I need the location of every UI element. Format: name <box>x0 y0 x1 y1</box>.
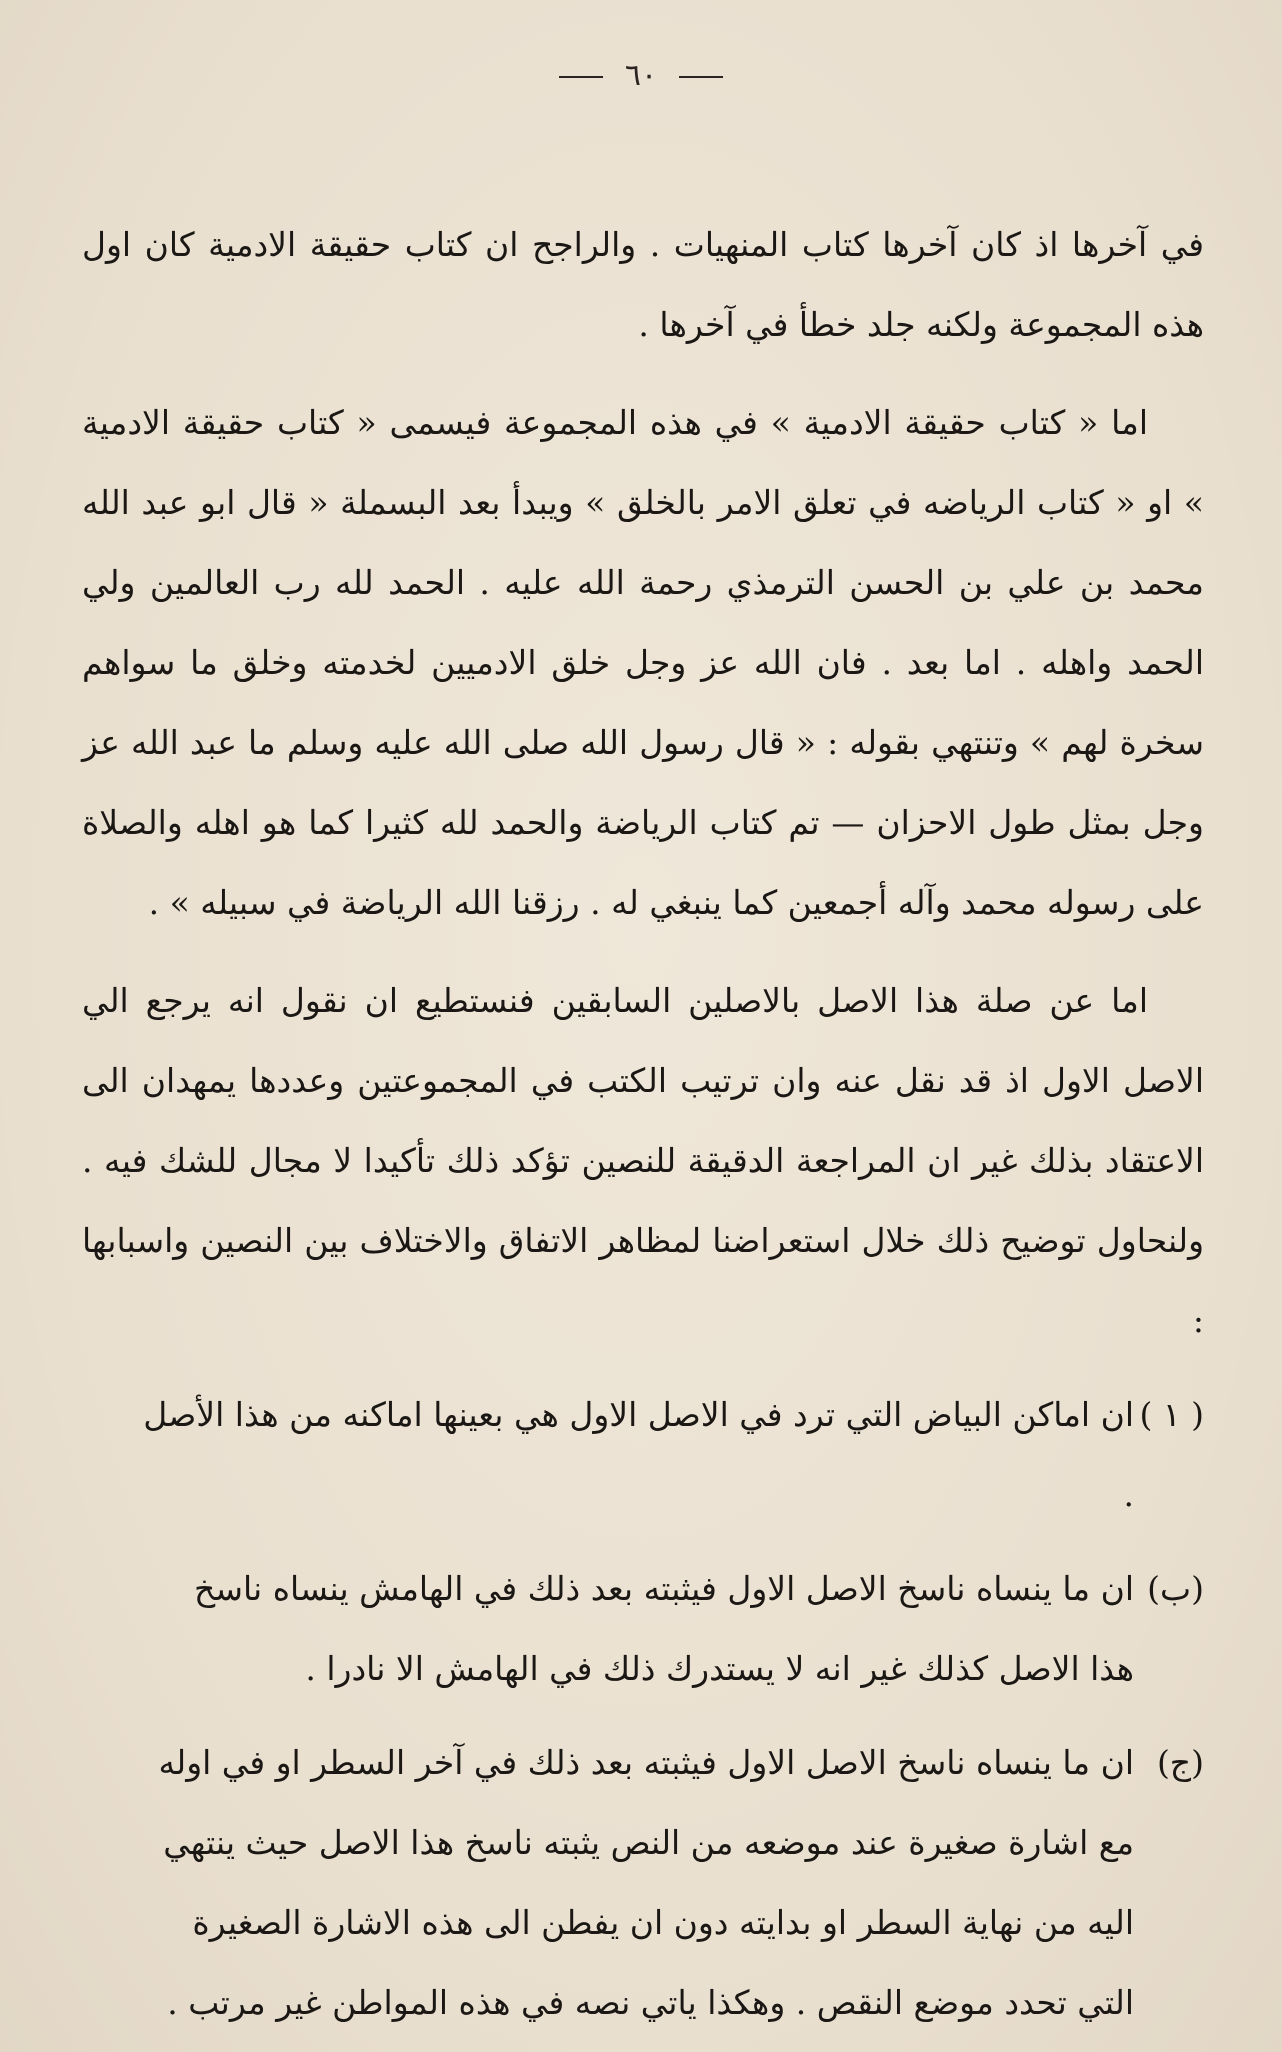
list-item-ba <box>82 1549 1204 1709</box>
list-item-marker: (ب) <box>1147 1569 1204 1608</box>
list-item-alif <box>82 1375 1204 1535</box>
list-item-body <box>82 1723 1134 2043</box>
page-body <box>82 205 1204 2043</box>
paragraph-gap <box>82 943 1204 961</box>
list-item-body <box>82 1549 1134 1709</box>
paragraph-book-description: اما « كتاب حقيقة الادمية » في هذه المجموعة فيسمى « كتاب حقيقة الادمية » او « كتاب الرياضه في تعلق الامر بالخلق » ويبدأ بعد البسملة « قال ابو عبد الله محمد بن علي بن الحسن الترمذي رحمة الله عليه . الحمد لله رب العالمين ولي الحمد واهله . اما بعد . فان الله عز وجل خلق الادميين لخدمته وخلق ما سواهم سخرة لهم » وتنتهي بقوله : « قال رسول الله صلى الله عليه وسلم ما عبد الله عز وجل بمثل طول الاحزان — تم كتاب الرياضة والحمد لله كثيرا كما هو اهله والصلاة على رسوله محمد وآله أجمعين كما ينبغي له . رزقنا الله الرياضة في سبيله » . <box>82 403 1205 922</box>
paragraph-gap <box>82 365 1204 383</box>
list-item-body <box>82 1375 1134 1535</box>
list-item-text: ان ما ينساه ناسخ الاصل الاول فيثبته بعد ذلك في آخر السطر او في اوله مع اشارة صغيرة عند موضعه من النص يثبته ناسخ هذا الاصل حيث ينتهي اليه من نهاية السطر او بدايته دون ان يفطن الى هذه الاشارة الصغيرة التي تحدد موضع النقص . وهكذا ياتي نصه في هذه المواطن غير مرتب . <box>158 1743 1134 2022</box>
header-dash-left <box>559 76 603 78</box>
list-item-text: ان ما ينساه ناسخ الاصل الاول فيثبته بعد ذلك في الهامش ينساه ناسخ هذا الاصل كذلك غير انه لا يستدرك ذلك في الهامش الا نادرا . <box>194 1569 1134 1688</box>
page-number: ٦٠ <box>624 58 658 93</box>
header-dash-right <box>679 76 723 78</box>
paragraph-continuation: في آخرها اذ كان آخرها كتاب المنهيات . والراجح ان كتاب حقيقة الادمية كان اول هذه المجموعة ولكنه جلد خطأ في آخرها . <box>82 225 1204 344</box>
paragraph-relation: اما عن صلة هذا الاصل بالاصلين السابقين فنستطيع ان نقول انه يرجع الي الاصل الاول اذ قد نقل عنه وان ترتيب الكتب في المجموعتين وعددها يمهدان الى الاعتقاد بذلك غير ان المراجعة الدقيقة للنصين تؤكد ذلك تأكيدا لا مجال للشك فيه . ولنحاول توضيح ذلك خلال استعراضنا لمظاهر الاتفاق والاختلاف بين النصين واسبابها : <box>82 981 1204 1340</box>
list-item-marker: (ج) <box>1156 1743 1204 1782</box>
list-item-marker: ( ١ ) <box>1139 1395 1204 1434</box>
list-item-jim <box>82 1723 1204 2043</box>
page-header <box>0 58 1282 93</box>
list-item-text: ان اماكن البياض التي ترد في الاصل الاول هي بعينها اماكنه من هذا الأصل . <box>143 1395 1134 1514</box>
